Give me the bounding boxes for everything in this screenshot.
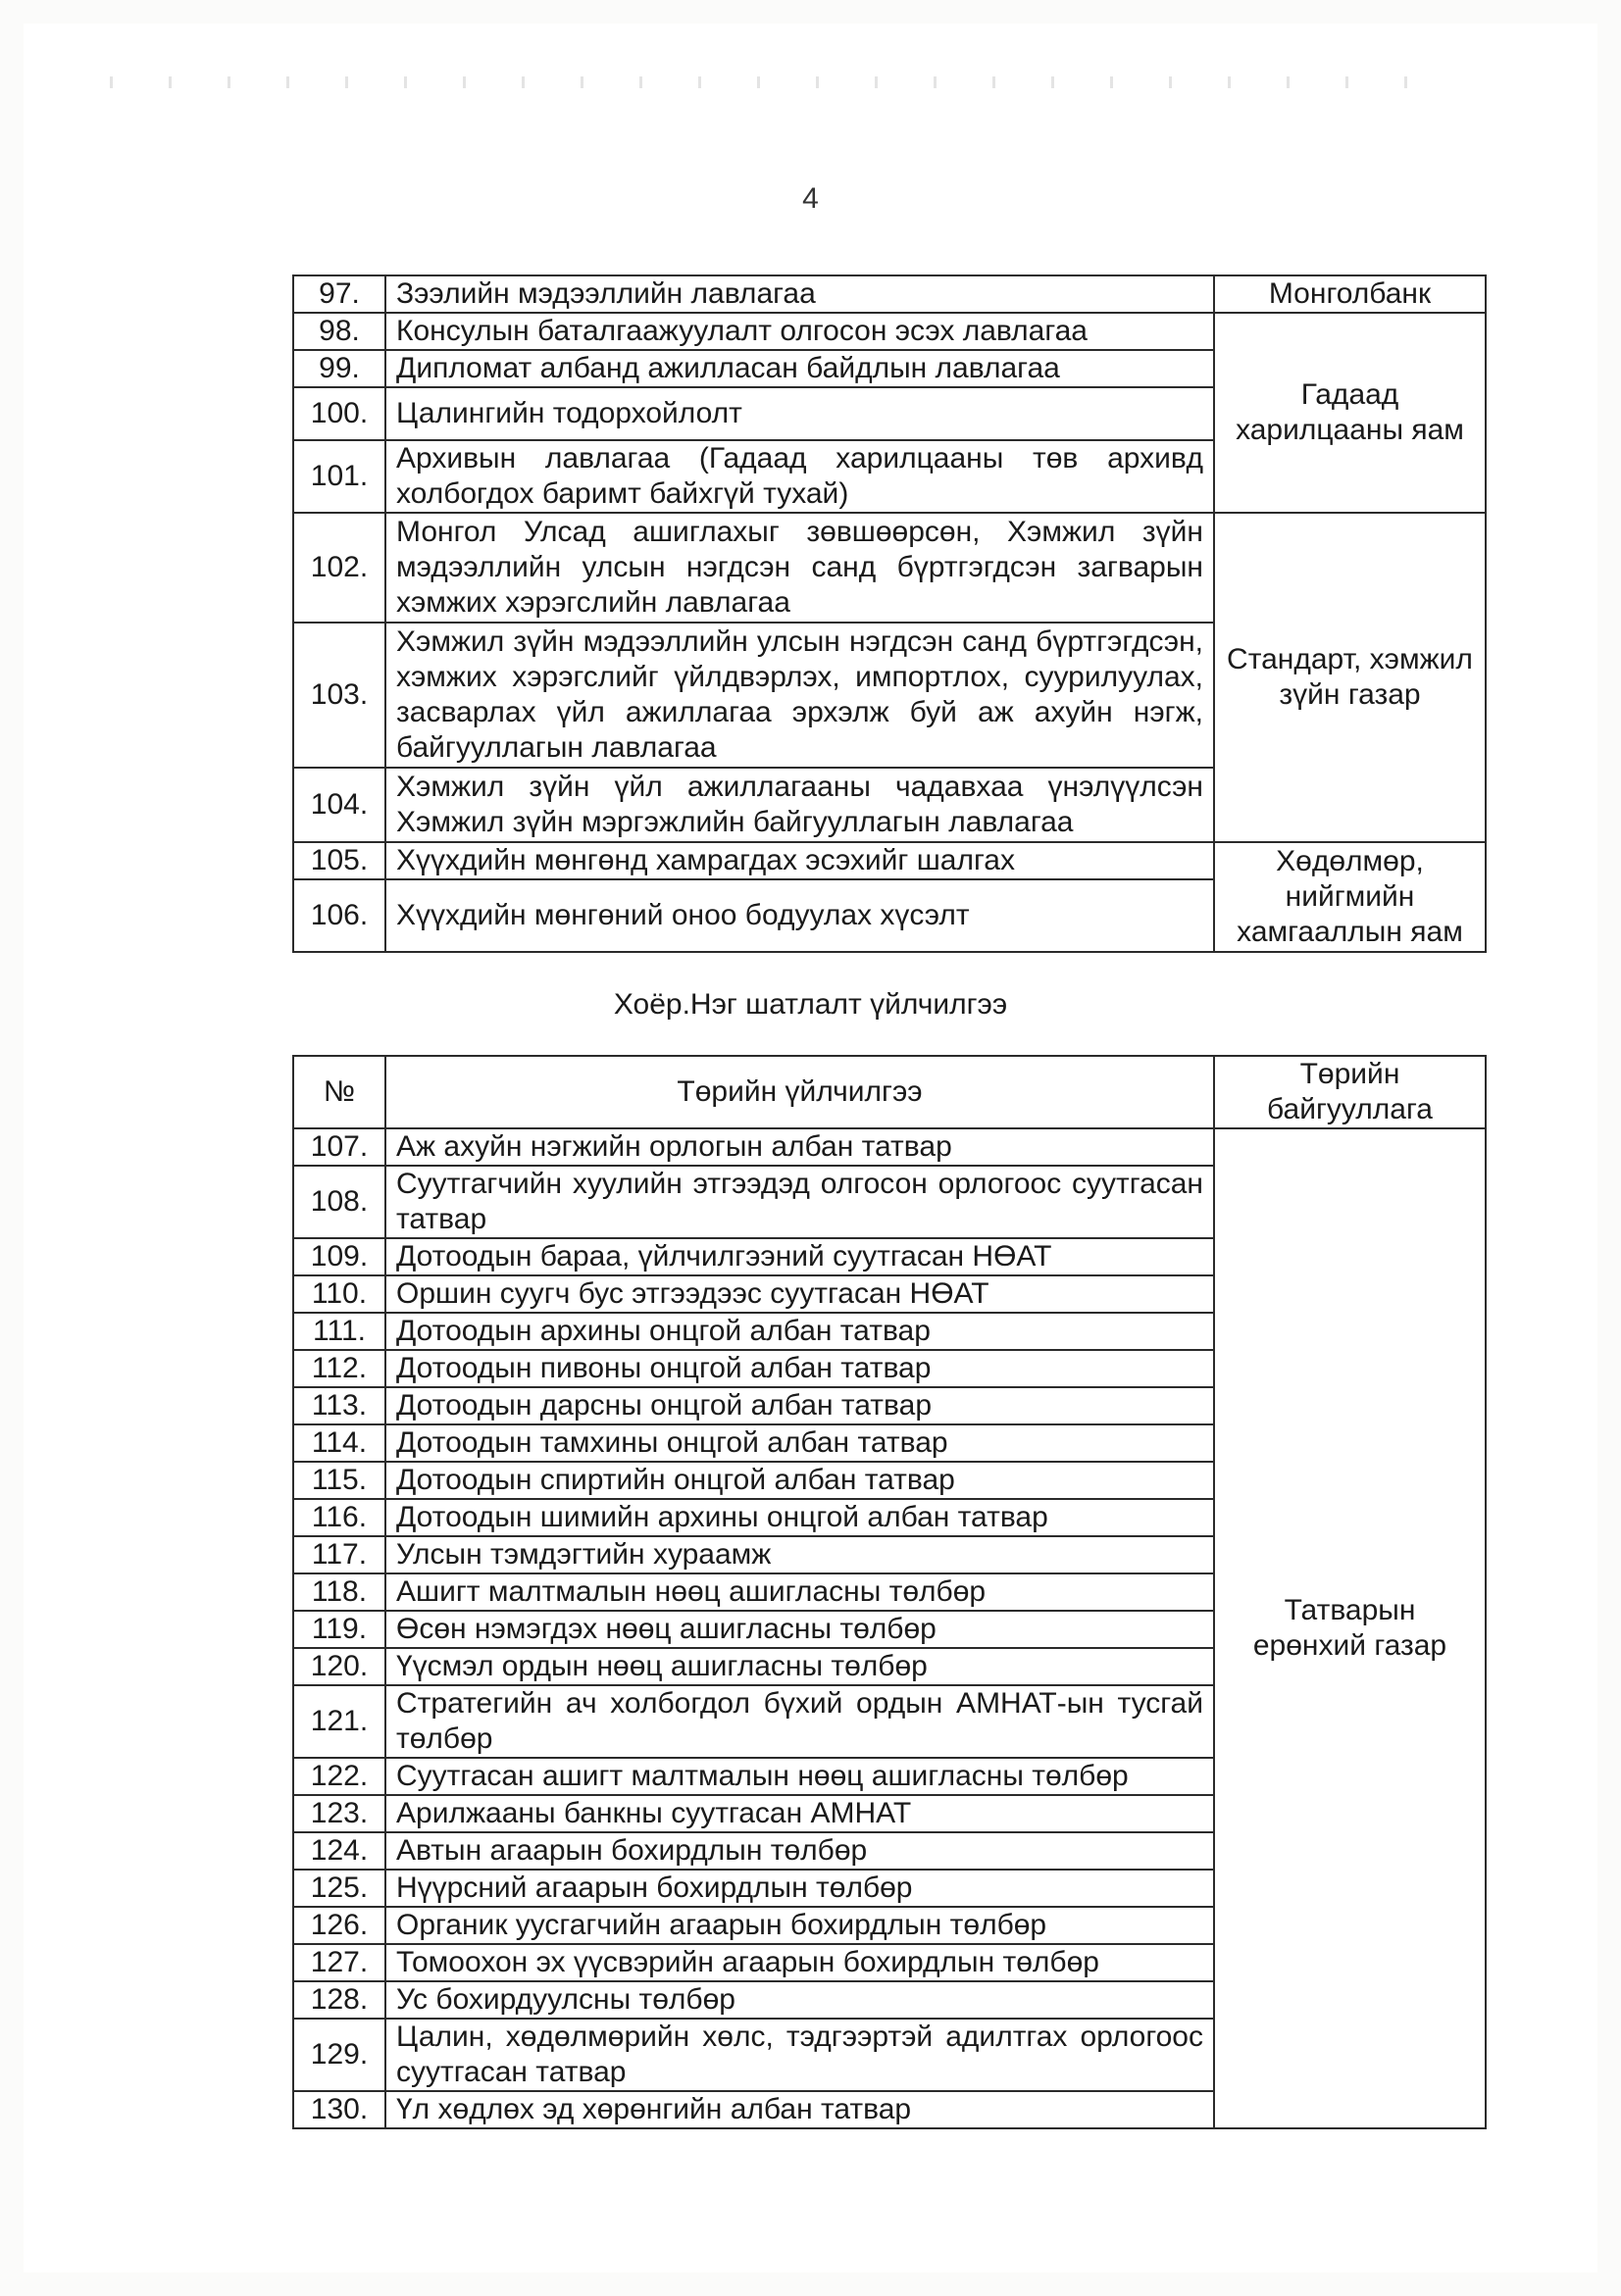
service-name: Органик уусгагчийн агаарын бохирдлын төлбөр [385,1907,1214,1944]
service-name: Суутгагчийн хуулийн этгээдэд олгосон орлогоос суутгасан татвар [385,1166,1214,1238]
service-name: Зээлийн мэдээллийн лавлагаа [385,275,1214,313]
table-row [293,513,1486,623]
service-name: Стратегийн ач холбогдол бүхий ордын АМНАТ-ын тусгай төлбөр [385,1685,1214,1758]
row-number: 97. [293,275,385,313]
row-number: 124. [293,1832,385,1870]
service-name: Дотоодын пивоны онцгой албан татвар [385,1350,1214,1387]
service-name: Дотоодын шимийн архины онцгой албан татвар [385,1499,1214,1536]
org-cell-mongolbank: Монголбанк [1214,275,1486,313]
scan-artifact-marks [88,76,1461,88]
service-name: Консулын баталгаажуулалт олгосон эсэх лавлагаа [385,313,1214,350]
row-number: 113. [293,1387,385,1424]
row-number: 128. [293,1981,385,2019]
row-number: 104. [293,768,385,842]
row-number: 117. [293,1536,385,1573]
service-name: Хэмжил зүйн үйл ажиллагааны чадавхаа үнэлүүлсэн Хэмжил зүйн мэргэжлийн байгууллагын лавлагаа [385,768,1214,842]
service-name: Автын агаарын бохирдлын төлбөр [385,1832,1214,1870]
header-service: Төрийн үйлчилгээ [385,1056,1214,1128]
header-number: № [293,1056,385,1128]
service-name: Дотоодын спиртийн онцгой албан татвар [385,1462,1214,1499]
service-name: Суутгасан ашигт малтмалын нөөц ашигласны төлбөр [385,1758,1214,1795]
service-name: Архивын лавлагаа (Гадаад харилцааны төв архивд холбогдох баримт байхгүй тухай) [385,440,1214,513]
row-number: 98. [293,313,385,350]
row-number: 130. [293,2091,385,2128]
table-header-row [293,1056,1486,1128]
row-number: 108. [293,1166,385,1238]
table-row [293,1128,1486,1166]
org-cell-labour-ministry: Хөдөлмөр, нийгмийн хамгааллын яам [1214,842,1486,952]
service-name: Улсын тэмдэгтийн хураамж [385,1536,1214,1573]
row-number: 103. [293,623,385,768]
row-number: 116. [293,1499,385,1536]
service-name: Томоохон эх үүсвэрийн агаарын бохирдлын төлбөр [385,1944,1214,1981]
service-name: Дотоодын архины онцгой албан татвар [385,1313,1214,1350]
service-name: Монгол Улсад ашиглахыг зөвшөөрсөн, Хэмжил зүйн мэдээллийн улсын нэгдсэн санд бүртгэгдсэн загварын хэмжих хэрэгслийн лавлагаа [385,513,1214,623]
services-table-continued [292,275,1487,953]
service-name: Цалингийн тодорхойлолт [385,387,1214,440]
header-organization: Төрийн байгууллага [1214,1056,1486,1128]
service-name: Нүүрсний агаарын бохирдлын төлбөр [385,1870,1214,1907]
row-number: 122. [293,1758,385,1795]
org-cell-foreign-ministry: Гадаад харилцааны яам [1214,313,1486,513]
row-number: 127. [293,1944,385,1981]
page-number: 4 [802,182,819,215]
single-level-services-table [292,1055,1487,2129]
org-cell-standards-agency: Стандарт, хэмжил зүйн газар [1214,513,1486,842]
service-name: Дотоодын бараа, үйлчилгээний суутгасан НӨАТ [385,1238,1214,1275]
row-number: 129. [293,2019,385,2091]
section-title: Хоёр.Нэг шатлалт үйлчилгээ [613,988,1008,1021]
row-number: 107. [293,1128,385,1166]
table-row [293,842,1486,879]
row-number: 105. [293,842,385,879]
service-name: Цалин, хөдөлмөрийн хөлс, тэдгээртэй адилтгах орлогоос суутгасан татвар [385,2019,1214,2091]
service-name: Оршин суугч бус этгээдээс суутгасан НӨАТ [385,1275,1214,1313]
row-number: 106. [293,879,385,952]
service-name: Арилжааны банкны суутгасан АМНАТ [385,1795,1214,1832]
service-name: Ашигт малтмалын нөөц ашигласны төлбөр [385,1573,1214,1611]
row-number: 120. [293,1648,385,1685]
row-number: 110. [293,1275,385,1313]
row-number: 112. [293,1350,385,1387]
org-cell-tax-authority: Татварын ерөнхий газар [1214,1128,1486,2128]
row-number: 114. [293,1424,385,1462]
service-name: Хүүхдийн мөнгөнд хамрагдах эсэхийг шалгах [385,842,1214,879]
service-name: Үл хөдлөх эд хөрөнгийн албан татвар [385,2091,1214,2128]
service-name: Хэмжил зүйн мэдээллийн улсын нэгдсэн санд бүртгэгдсэн, хэмжих хэрэгслийг үйлдвэрлэх, импортлох, суурилуулах, засварлах үйл ажиллагаа эрхэлж буй аж ахуйн нэгж, байгууллагын лавлагаа [385,623,1214,768]
service-name: Дотоодын тамхины онцгой албан татвар [385,1424,1214,1462]
table-row [293,275,1486,313]
row-number: 126. [293,1907,385,1944]
service-name: Дипломат албанд ажилласан байдлын лавлагаа [385,350,1214,387]
table-row [293,313,1486,350]
row-number: 118. [293,1573,385,1611]
row-number: 123. [293,1795,385,1832]
row-number: 111. [293,1313,385,1350]
row-number: 102. [293,513,385,623]
row-number: 119. [293,1611,385,1648]
service-name: Үүсмэл ордын нөөц ашигласны төлбөр [385,1648,1214,1685]
row-number: 109. [293,1238,385,1275]
row-number: 121. [293,1685,385,1758]
row-number: 101. [293,440,385,513]
service-name: Хүүхдийн мөнгөний оноо бодуулах хүсэлт [385,879,1214,952]
row-number: 125. [293,1870,385,1907]
row-number: 99. [293,350,385,387]
service-name: Ус бохирдуулсны төлбөр [385,1981,1214,2019]
service-name: Аж ахуйн нэгжийн орлогын албан татвар [385,1128,1214,1166]
row-number: 100. [293,387,385,440]
row-number: 115. [293,1462,385,1499]
service-name: Дотоодын дарсны онцгой албан татвар [385,1387,1214,1424]
service-name: Өсөн нэмэгдэх нөөц ашигласны төлбөр [385,1611,1214,1648]
